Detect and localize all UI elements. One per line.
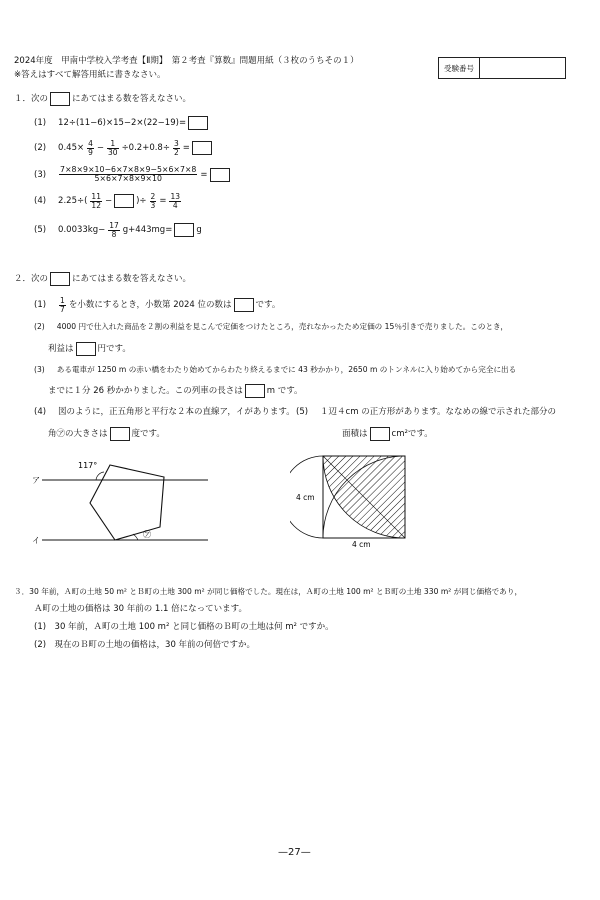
pentagon-figure <box>30 455 210 555</box>
fraction: $\frac{13}{4}$ <box>170 192 180 210</box>
fraction: $\frac{17}{8}$ <box>109 221 119 239</box>
line-i-label: イ <box>32 536 40 545</box>
side-label-vertical: 4 cm <box>296 493 315 502</box>
line-a-label: ア <box>32 476 40 485</box>
q1-instruction: １．次の にあてはまる数を答えなさい。 <box>14 92 191 106</box>
fraction: $\frac{11}{12}$ <box>91 192 101 210</box>
answer-box <box>114 194 134 208</box>
answer-box <box>192 141 212 155</box>
q1-problem-4: (4) 2.25÷( $\frac{11}{12}$ − )÷ $\frac{2}{3}$ = $\frac{13}{4}$ <box>34 192 180 210</box>
regular-pentagon <box>90 465 164 540</box>
exam-number-field <box>480 58 565 78</box>
exam-number-label: 受験番号 <box>439 58 480 78</box>
page-title: 2024年度 甲南中学校入学考査【Ⅱ期】 第２考査『算数』問題用紙（３枚のうちその１） <box>14 56 359 66</box>
q2-problem-5-line1: (5) １辺４cm の正方形があります。ななめの線で示された部分の <box>296 407 557 417</box>
angle-mark-label: ㋐ <box>143 530 151 539</box>
fraction: $\frac{4}{9}$ <box>88 139 93 157</box>
fraction: $\frac{7\times 8\times 9\times 10-6\times 7\times 8\times 9-5\times 6\times 7\times 8}{5\times 6\times 7\times 8\times 9\times 10}$ <box>60 165 197 184</box>
q2-problem-3-line2: までに１分 26 秒かかりました。この列車の長さは m です。 <box>48 384 303 398</box>
answer-box <box>210 168 230 182</box>
q2-problem-5-line2: 面積は cm²です。 <box>342 427 433 441</box>
answer-box <box>245 384 265 398</box>
answer-box <box>76 342 96 356</box>
q1-problem-1: (1) 12÷(11−6)×15−2×(22−19)= <box>34 116 208 130</box>
blank-box <box>50 272 70 286</box>
fraction: $\frac{1}{30}$ <box>108 139 118 157</box>
q2-problem-2-line2: 利益は 円です。 <box>48 342 131 356</box>
answer-box <box>234 298 254 312</box>
blank-box <box>50 92 70 106</box>
q2-problem-4-line2: 角㋐の大きさは 度です。 <box>48 427 165 441</box>
q1-problem-2: (2) 0.45× $\frac{4}{9}$ − $\frac{1}{30}$ ÷0.2+0.8÷ $\frac{3}{2}$ = <box>34 140 212 157</box>
q3-problem-1: (1) 30 年前，Ａ町の土地 100 m² と同じ価格のＢ町の土地は何 m² ですか。 <box>34 622 334 632</box>
answer-box <box>370 427 390 441</box>
q2-problem-1: (1) $\frac{1}{7}$ を小数にするとき，小数第 2024 位の数は です。 <box>34 296 281 314</box>
q3-line1: ３．30 年前，Ａ町の土地 50 m² とＢ町の土地 300 m² が同じ価格でした。現在は，Ａ町の土地 100 m² とＢ町の土地 330 m² が同じ価格であり， <box>14 587 523 596</box>
side-label-horizontal: 4 cm <box>352 540 371 548</box>
instruction-note: ※答えはすべて解答用紙に書きなさい。 <box>14 70 166 80</box>
q1-problem-5: (5) 0.0033kg− $\frac{17}{8}$ g+443mg= g <box>34 221 202 239</box>
q3-problem-2: (2) 現在のＢ町の土地の価格は，30 年前の何倍ですか。 <box>34 640 256 650</box>
answer-box <box>188 116 208 130</box>
square-figure <box>290 448 420 548</box>
fraction: $\frac{1}{7}$ <box>60 296 65 314</box>
answer-box <box>174 223 194 237</box>
angle-arc <box>133 534 138 540</box>
exam-number-box <box>438 57 566 79</box>
q1-problem-3: (3) $\frac{7\times 8\times 9\times 10-6\times 7\times 8\times 9-5\times 6\times 7\times 8}{5\times 6\times 7\times 8\times 9\times 10}$ = <box>34 166 230 183</box>
q2-instruction: ２．次の にあてはまる数を答えなさい。 <box>14 272 191 286</box>
q2-problem-3-line1: (3) ある電車が 1250 m の赤い橋をわたり始めてからわたり終えるまでに 43 秒かかり，2650 m のトンネルに入り始めてから完全に出る <box>34 365 517 374</box>
q2-problem-4-line1: (4) 図のように，正五角形と平行な２本の直線ア，イがあります。 <box>34 407 295 417</box>
q3-line2: Ａ町の土地の価格は 30 年前の 1.1 倍になっています。 <box>34 604 247 614</box>
fraction: $\frac{3}{2}$ <box>173 139 179 157</box>
page-number: —27— <box>278 847 311 858</box>
angle-label: 117° <box>78 461 98 470</box>
answer-box <box>110 427 130 441</box>
q2-problem-2-line1: (2) 4000 円で仕入れた商品を２割の利益を見こんで定価をつけたところ，売れなかったため定価の 15％引きで売りました。このとき， <box>34 322 508 331</box>
fraction: $\frac{2}{3}$ <box>150 192 156 210</box>
